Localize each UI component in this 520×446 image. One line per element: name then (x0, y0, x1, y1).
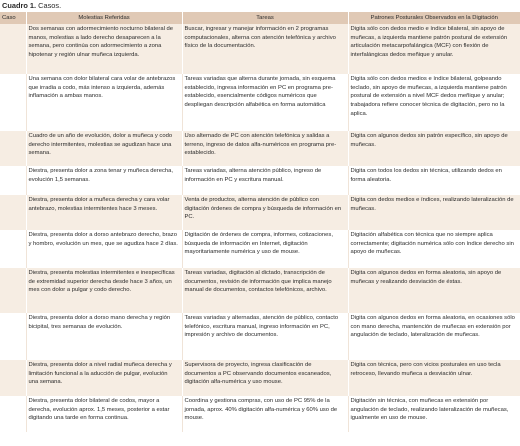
cell-caso (0, 74, 26, 131)
cell-tareas: Uso alternado de PC con atención telefónica y salidas a terreno, ingreso de datos alfa-numéricos en programa pre-establecido. (182, 131, 348, 166)
cell-molestias: Una semana con dolor bilateral cara volar de antebrazos que irradia a codo, más intenso a izquierda, además inflamación a ambas manos. (26, 74, 182, 131)
cell-tareas: Supervisora de proyecto, ingresa clasificación de documentos a PC observando documentos escaneados, digitación alfa-numérica y uso mouse. (182, 360, 348, 396)
cell-molestias: Diestra, presenta dolor a zona tenar y muñeca derecha, evolución 1,5 semanas. (26, 166, 182, 195)
cases-table (0, 12, 520, 432)
cell-tareas: Digitación de órdenes de compra, informes, cotizaciones, búsqueda de información en Internet, digitación mayoritariamente numérica y uso de mouse. (182, 230, 348, 268)
cell-caso (0, 360, 26, 396)
cell-molestias: Diestra, presenta molestias intermitentes e inespecíficas de extremidad superior derecha desde hace 3 años, un mes con dolor a pulgar y codo derecho. (26, 268, 182, 313)
cell-molestias: Dos semanas con adormecimiento nocturno bilateral de manos, molestias a lado derecho desaparecen a la semana, pero continúa con adormecimiento a zona hipotenar y región ulnar muñeca izquierda. (26, 24, 182, 74)
table-row (0, 74, 520, 131)
header-patrones: Patrones Posturales Observados en la Digitación (348, 12, 520, 24)
table-row (0, 360, 520, 396)
cell-molestias: Cuadro de un año de evolución, dolor a muñeca y codo derecho intermitentes, molestias se agudizan hace una semana. (26, 131, 182, 166)
cell-patrones: Digita con dedos medios e índices, realizando lateralización de muñecas. (348, 195, 520, 230)
table-row (0, 166, 520, 195)
cell-tareas: Buscar, ingresar y manejar información en 2 programas computacionales, alterna con atención telefónica y archivo físico de la documentación. (182, 24, 348, 74)
cell-molestias: Diestra, presenta dolor a dorso antebrazo derecho, brazo y hombro, evolución un mes, que se agudiza hace 2 días. (26, 230, 182, 268)
cell-molestias: Diestra, presenta dolor a dorso mano derecha y región bicipital, tres semanas de evolución. (26, 313, 182, 360)
header-caso: Caso (0, 12, 26, 24)
cell-caso (0, 131, 26, 166)
table-row (0, 313, 520, 360)
table-row (0, 396, 520, 432)
cell-patrones: Digitación sin técnica, con muñecas en extensión por angulación de teclado, realizando lateralización de muñecas, igualmente en uso de mouse. (348, 396, 520, 432)
cell-molestias: Diestra, presenta dolor bilateral de codos, mayor a derecha, evolución aprox. 1,5 meses, posterior a estar digitando una tarde en forma continua. (26, 396, 182, 432)
table-row (0, 268, 520, 313)
cell-patrones: Digita con algunos dedos sin patrón específico, sin apoyo de muñecas. (348, 131, 520, 166)
cell-molestias: Diestra, presenta dolor a muñeca derecha y cara volar antebrazo, molestias intermitentes hace 3 meses. (26, 195, 182, 230)
table-row (0, 24, 520, 74)
header-molestias: Molestias Referidas (26, 12, 182, 24)
cell-caso (0, 268, 26, 313)
cell-tareas: Coordina y gestiona compras, con uso de PC 95% de la jornada, aprox. 40% digitación alfa-numérica y 60% uso de mouse. (182, 396, 348, 432)
cell-tareas: Tareas variadas, digitación al dictado, transcripción de documentos, revisión de información que implica manejo manual de documentos, contactos telefónicos, archivo. (182, 268, 348, 313)
table-caption (0, 0, 520, 12)
caption-title: Casos. (38, 1, 62, 10)
cell-patrones: Digita sólo con dedos medio e índice bilateral, sin apoyo de muñecas, a izquierda mantiene patrón postural de extensión articulación metacarpofalángica (MCF) con flexión de interfalángicas dedos meñique y anular. (348, 24, 520, 74)
cell-caso (0, 230, 26, 268)
cell-patrones: Digitación alfabética con técnica que no siempre aplica correctamente; digitación numérica sólo con índice derecho sin apoyo de muñecas. (348, 230, 520, 268)
cell-tareas: Tareas variadas, alterna atención público, ingreso de información en PC y escritura manual. (182, 166, 348, 195)
cell-tareas: Venta de productos, alterna atención de público con digitación órdenes de compra y búsqueda de información en PC. (182, 195, 348, 230)
cell-caso (0, 396, 26, 432)
cell-patrones: Digita con todos los dedos sin técnica, utilizando dedos en forma aleatoria. (348, 166, 520, 195)
cell-tareas: Tareas variadas y alternadas, atención de público, contacto telefónico, escritura manual, ingreso información en PC, impresión y archivo de documentos. (182, 313, 348, 360)
table-row (0, 230, 520, 268)
cell-caso (0, 24, 26, 74)
cell-patrones: Digita con algunos dedos en forma aleatoria, en ocasiones sólo con mano derecha, mantención de muñecas en extensión por angulación de teclado, lateralización de muñecas. (348, 313, 520, 360)
caption-number: Cuadro 1. (2, 1, 37, 10)
cell-patrones: Digita con algunos dedos en forma aleatoria, sin apoyo de muñecas y realizando desviación de éstas. (348, 268, 520, 313)
header-tareas: Tareas (182, 12, 348, 24)
cell-molestias: Diestra, presenta dolor a nivel radial muñeca derecha y limitación funcional a la aducción de pulgar, evolución una semana. (26, 360, 182, 396)
cell-caso (0, 313, 26, 360)
cell-patrones: Digita sólo con dedos medios e índice bilateral, golpeando teclado, sin apoyo de muñecas, a izquierda mantiene patrón postural de extensión a nivel MCF dedos meñique y anular; trabajadora refiere conocer técnica de digitación, pero no la aplica. (348, 74, 520, 131)
table-header-row (0, 12, 520, 24)
cell-caso (0, 195, 26, 230)
table-row (0, 131, 520, 166)
cell-caso (0, 166, 26, 195)
table-row (0, 195, 520, 230)
cell-tareas: Tareas variadas que alterna durante jornada, sin esquema establecido, ingresa información en PC en programa pre-establecido, esencialmente códigos numéricos que despliegan descripción alfabética en forma automática (182, 74, 348, 131)
cell-patrones: Digita con técnica, pero con vicios posturales en uso tecla retroceso, llevando muñeca a desviación ulnar. (348, 360, 520, 396)
